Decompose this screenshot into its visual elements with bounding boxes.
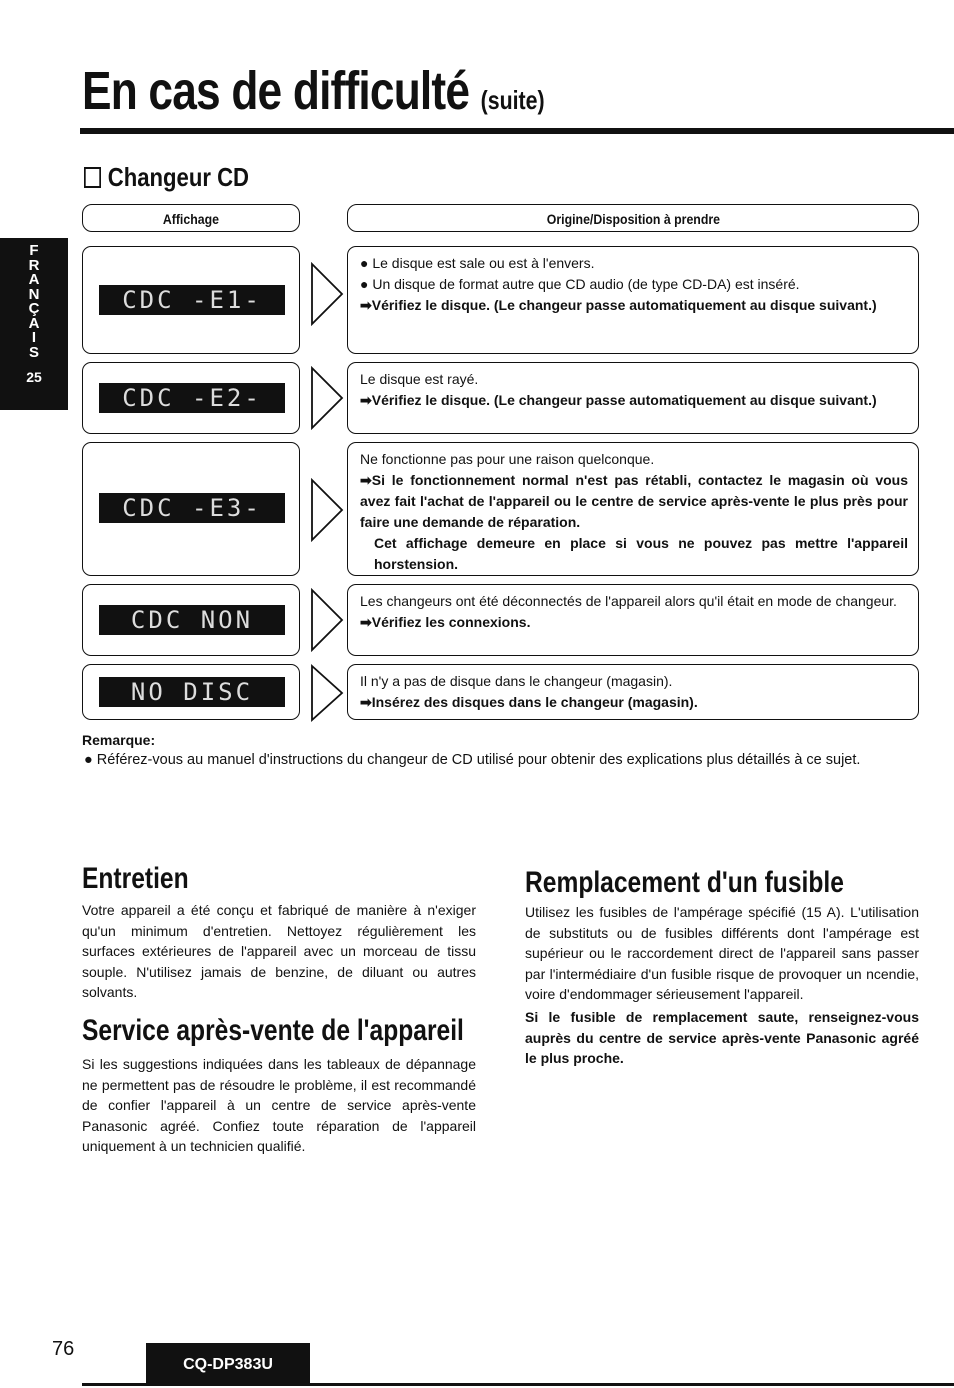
footer-rule [82, 1383, 954, 1386]
tab-letter: Ç [28, 300, 40, 317]
cause-line: ● Le disque est sale ou est à l'envers. [360, 255, 595, 271]
fusible-warning: Si le fusible de remplacement saute, renseignez-vous auprès du centre de service après-vente Panasonic agréé le plus proche. [525, 1008, 919, 1067]
lcd-display: CDC -E1- [99, 285, 285, 315]
cause-line: Il n'y a pas de disque dans le changeur (magasin). [360, 673, 673, 689]
entretien-text: Votre appareil a été conçu et fabriqué de manière à n'exiger qu'un minimum d'entretien. Nettoyez régulièrement les surfaces extérieures de l'appareil avec un morceau de tissu souple. N'utilisez jamais de benzine, de diluant ou autres solvants. [82, 902, 476, 1001]
header-rule [80, 128, 954, 134]
service-text: Si les suggestions indiquées dans les tableaux de dépannage ne permettent pas de résoudre le problème, il est recommandé de confier l'appareil à un centre de service après-vente Panasonic agréé. Confiez toute réparation de l'appareil uniquement à un technicien qualifié. [82, 1056, 476, 1155]
column-header-cause: Origine/Disposition à prendre [347, 204, 919, 232]
cause-box [347, 246, 919, 354]
remark-label: Remarque: [82, 732, 156, 748]
arrow-right-icon [310, 478, 344, 542]
cause-line: Les changeurs ont été déconnectés de l'appareil alors qu'il était en mode de changeur. [360, 593, 897, 609]
lcd-display: CDC -E2- [99, 383, 285, 413]
action-line: ➡Vérifiez le disque. (Le changeur passe automatiquement au disque suivant.) [360, 297, 877, 313]
action-line: ➡Vérifiez le disque. (Le changeur passe automatiquement au disque suivant.) [360, 392, 877, 408]
language-tab [0, 238, 68, 410]
display-box [82, 246, 300, 354]
display-box [82, 442, 300, 576]
cause-box [347, 584, 919, 656]
arrow-right-icon [310, 262, 344, 326]
section-heading: Changeur CD [84, 162, 249, 193]
cause-line: Le disque est rayé. [360, 371, 479, 387]
column-header-display: Affichage [82, 204, 300, 232]
display-box [82, 584, 300, 656]
cause-line: Ne fonctionne pas pour une raison quelconque. [360, 451, 655, 467]
action-line: ➡Vérifiez les connexions. [360, 614, 531, 630]
arrow-right-icon [310, 366, 344, 430]
cause-box [347, 362, 919, 434]
title-suffix: (suite) [480, 85, 545, 115]
action-line: ➡Si le fonctionnement normal n'est pas rétabli, contactez le magasin où vous avez fait l'achat de l'appareil ou le centre de service après-vente le plus près pour faire une demande de réparation. [360, 472, 908, 530]
cause-box [347, 442, 919, 576]
tab-letter: N [28, 285, 40, 303]
tab-letter: R [28, 256, 40, 274]
remark-text: ● Référez-vous au manuel d'instructions du changeur de CD utilisé pour obtenir des explications plus détaillés à ce sujet. [84, 752, 861, 768]
tab-letter: S [28, 343, 39, 361]
lcd-display: NO DISC [99, 677, 285, 707]
display-box [82, 362, 300, 434]
lcd-display: CDC -E3- [99, 493, 285, 523]
display-box [82, 664, 300, 720]
page-title: En cas de difficulté (suite) [82, 61, 545, 121]
fusible-heading: Remplacement d'un fusible [525, 866, 844, 899]
arrow-right-icon [310, 588, 344, 652]
fusible-body: Utilisez les fusibles de l'ampérage spécifié (15 A). L'utilisation de substituts ou de fusibles différents dont l'ampérage est supérieur ou le raccordement direct de l'appareil sans passer par l'intermédiaire d'un fusible risque de provoquer un ncendie, voire d'endommager sérieusement l'appareil. [525, 904, 919, 1003]
entretien-heading: Entretien [82, 862, 189, 895]
action-line: ➡Insérez des disques dans le changeur (magasin). [360, 694, 698, 710]
tab-letter: A [28, 271, 40, 288]
page-number: 76 [52, 1338, 75, 1360]
arrow-right-icon [310, 664, 344, 722]
tab-letter: I [31, 329, 37, 346]
fusible-text [525, 902, 919, 1069]
cause-box [347, 664, 919, 720]
lcd-display: CDC NON [99, 605, 285, 635]
service-heading: Service après-vente de l'appareil [82, 1014, 464, 1047]
checkbox-icon [84, 167, 101, 188]
section-number: 25 [26, 369, 42, 385]
action-line: Cet affichage demeure en place si vous ne pouvez pas mettre l'appareil horstension. [374, 535, 908, 572]
tab-letter: F [29, 242, 39, 259]
cause-line: ● Un disque de format autre que CD audio (de type CD-DA) est inséré. [360, 276, 800, 292]
tab-letter: A [28, 314, 40, 332]
model-badge: CQ-DP383U [146, 1343, 310, 1383]
